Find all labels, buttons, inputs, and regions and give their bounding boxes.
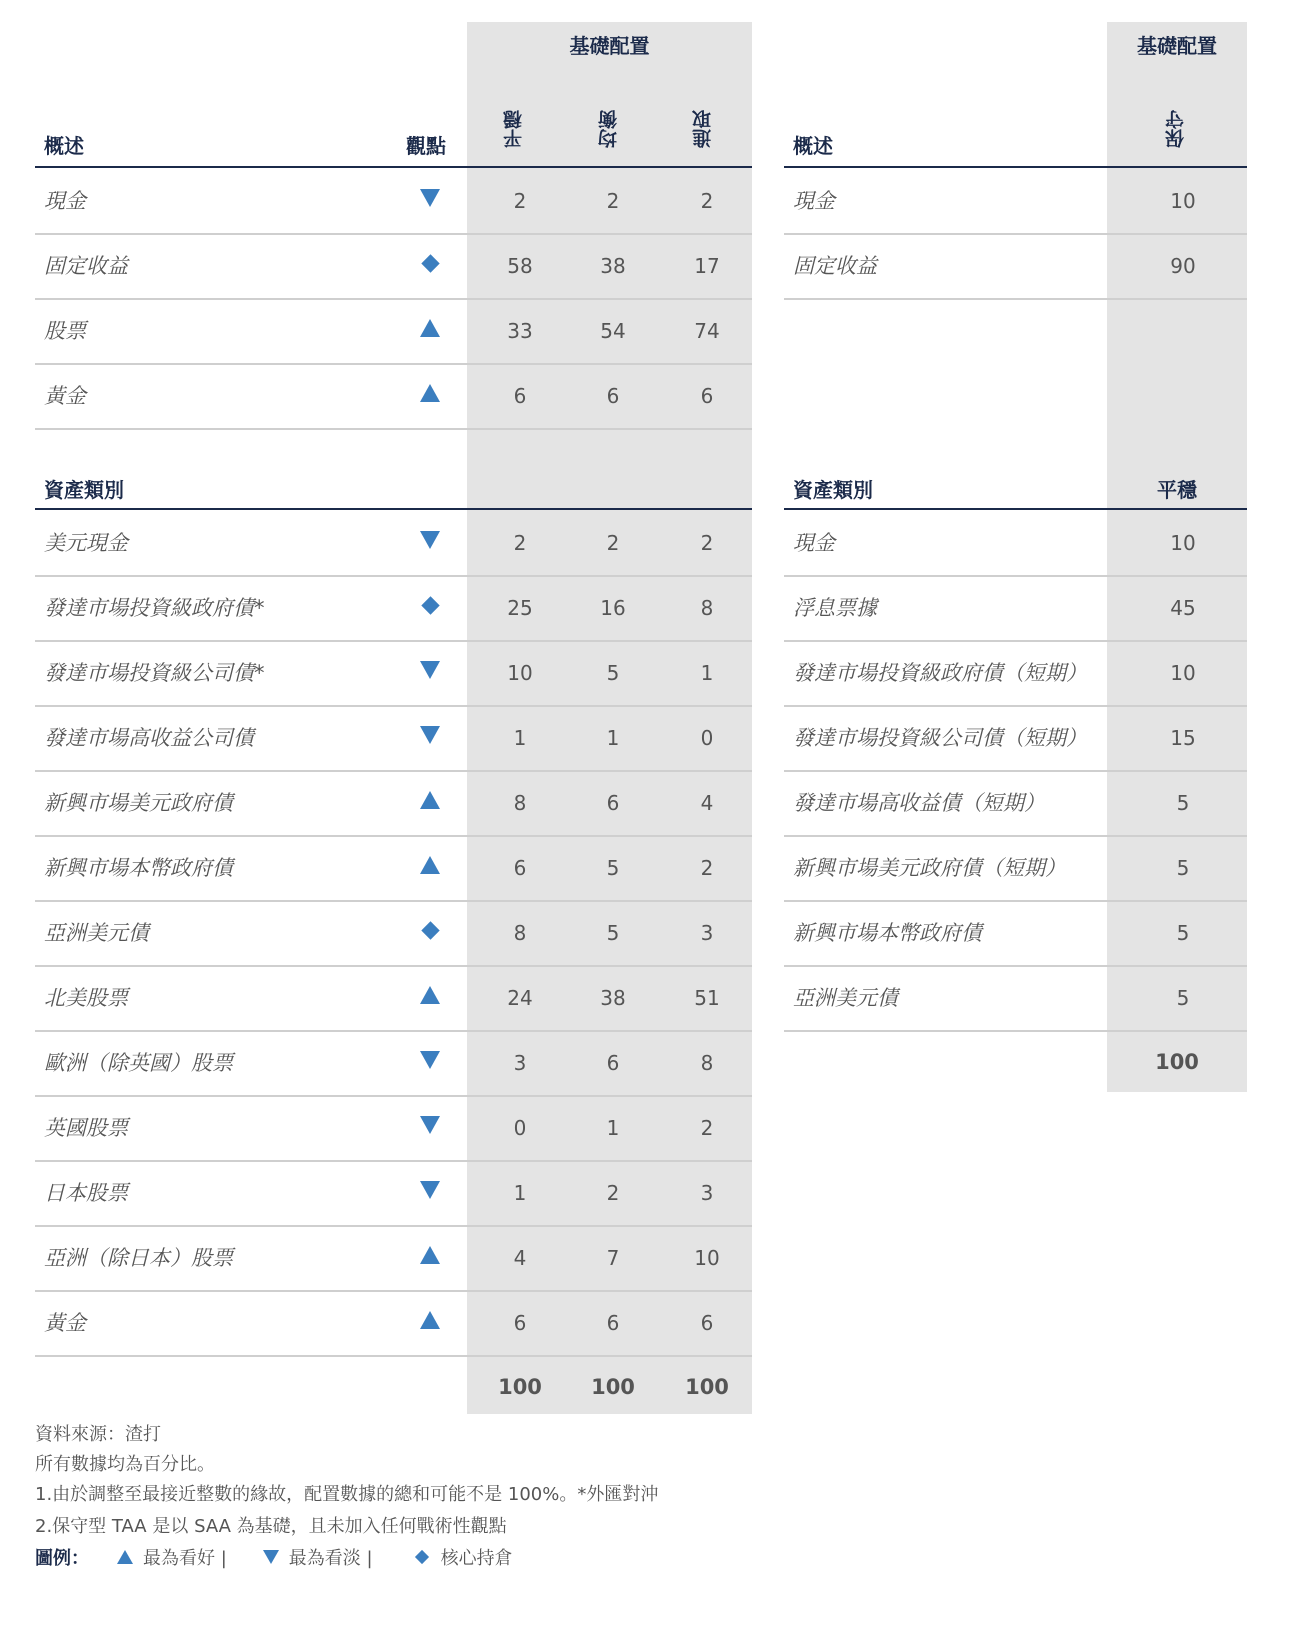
value-steady: 6 [513,384,527,408]
rounding-note: 1.由於調整至最接近整數的緣故，配置數據的總和可能不是 100%。*外匯對沖 [35,1484,659,1505]
bearish-icon [263,1550,279,1564]
table-row [35,298,752,363]
value-balanced: 1 [606,1116,620,1140]
core-holding-icon [418,593,442,617]
legend-bullish-label: 最為看好 | [143,1548,227,1569]
value-steady: 6 [513,856,527,880]
core-holding-icon [415,1550,429,1564]
value-balanced: 6 [606,1051,620,1075]
value-aggressive: 1 [700,661,714,685]
total-balanced: 100 [591,1375,635,1399]
legend-title: 圖例： [35,1548,89,1569]
value-aggressive: 3 [700,1181,714,1205]
bullish-icon [418,1243,442,1267]
bearish-icon [418,186,442,210]
value-balanced: 1 [606,726,620,750]
value-balanced: 5 [606,856,620,880]
table-row [35,1160,752,1225]
row-label: 發達市場投資級公司債* [44,661,265,685]
row-divider [35,428,752,430]
total-aggressive: 100 [685,1375,729,1399]
left-group-header: 基礎配置 [569,34,650,58]
table-row [784,233,1247,298]
table-row [35,363,752,428]
row-divider [35,1355,752,1357]
bullish-icon [418,853,442,877]
right-group-header: 基礎配置 [1137,34,1217,58]
table-row [35,1030,752,1095]
value-aggressive: 3 [700,921,714,945]
row-label: 浮息票據 [793,596,877,620]
taa-note: 2.保守型 TAA 是以 SAA 為基礎，且未加入任何戰術性觀點 [35,1516,507,1537]
value-steady: 58 [507,254,533,278]
value-steady: 45 [1170,596,1196,620]
bearish-icon [418,658,442,682]
value-steady: 10 [1170,531,1196,555]
table-row [35,835,752,900]
bullish-icon [418,381,442,405]
table-row [35,770,752,835]
bearish-icon [418,723,442,747]
left-asset-header: 資產類別 [44,478,124,502]
value-steady: 6 [513,1311,527,1335]
bearish-icon [418,1113,442,1137]
value-steady: 15 [1170,726,1196,750]
row-label: 亞洲（除日本）股票 [44,1246,233,1270]
value-aggressive: 2 [700,856,714,880]
row-divider [784,1030,1247,1032]
row-label: 新興市場本幣政府債 [44,856,233,880]
row-label: 發達市場投資級政府債* [44,596,265,620]
value-conservative: 90 [1170,254,1196,278]
legend-bearish-label: 最為看淡 | [288,1548,373,1569]
bullish-icon [418,983,442,1007]
value-aggressive: 6 [700,384,714,408]
value-steady: 10 [507,661,533,685]
value-steady: 5 [1176,921,1190,945]
row-label: 現金 [44,189,86,213]
total-right: 100 [1155,1050,1199,1074]
legend-core-label: 核心持倉 [440,1548,513,1569]
table-row [35,640,752,705]
value-aggressive: 4 [700,791,714,815]
left-overview-header: 概述 [44,134,84,158]
table-row [35,900,752,965]
row-label: 歐洲（除英國）股票 [44,1051,233,1075]
row-label: 亞洲美元債 [793,986,898,1010]
row-label: 發達市場高收益公司債 [44,726,254,750]
value-steady: 2 [513,189,527,213]
value-balanced: 38 [600,254,626,278]
value-balanced: 6 [606,791,620,815]
row-label: 英國股票 [44,1116,128,1140]
value-conservative: 10 [1170,189,1196,213]
value-steady: 3 [513,1051,527,1075]
source-note: 資料來源：渣打 [35,1424,161,1445]
col-header-balanced: 均衡 [598,110,620,148]
table-row [35,510,752,575]
value-balanced: 5 [606,661,620,685]
row-label: 現金 [793,189,835,213]
row-divider [784,298,1247,300]
table-row [784,168,1247,233]
table-row [35,1225,752,1290]
table-row [35,233,752,298]
value-steady: 5 [1176,986,1190,1010]
table-row [35,1290,752,1355]
bullish-icon [418,316,442,340]
row-label: 發達市場投資級政府債（短期） [793,661,1087,685]
left-view-header: 觀點 [406,134,446,158]
bearish-icon [418,528,442,552]
value-steady: 25 [507,596,533,620]
value-balanced: 54 [600,319,626,343]
table-row [35,1095,752,1160]
value-aggressive: 0 [700,726,714,750]
table-row [35,705,752,770]
value-steady: 24 [507,986,533,1010]
value-aggressive: 2 [700,189,714,213]
row-label: 黃金 [44,384,86,408]
value-steady: 8 [513,921,527,945]
percent-note: 所有數據均為百分比。 [35,1454,215,1475]
row-label: 現金 [793,531,835,555]
value-steady: 1 [513,726,527,750]
row-label: 北美股票 [44,986,128,1010]
bullish-icon [117,1550,133,1564]
row-label: 新興市場本幣政府債 [793,921,982,945]
row-label: 發達市場投資級公司債（短期） [793,726,1087,750]
value-aggressive: 6 [700,1311,714,1335]
core-holding-icon [418,251,442,275]
value-balanced: 6 [606,384,620,408]
bullish-icon [418,788,442,812]
value-aggressive: 17 [694,254,720,278]
value-steady: 0 [513,1116,527,1140]
row-label: 發達市場高收益債（短期） [793,791,1045,815]
value-steady: 33 [507,319,533,343]
row-label: 固定收益 [793,254,877,278]
value-balanced: 7 [606,1246,620,1270]
col-header-steady: 平穩 [503,110,525,148]
right-asset-header: 資產類別 [793,478,873,502]
value-aggressive: 2 [700,531,714,555]
col-header-conservative: 保守 [1165,110,1187,148]
value-steady: 5 [1176,791,1190,815]
row-label: 新興市場美元政府債（短期） [793,856,1066,880]
value-aggressive: 74 [694,319,720,343]
total-steady: 100 [498,1375,542,1399]
row-label: 亞洲美元債 [44,921,149,945]
row-label: 日本股票 [44,1181,128,1205]
right-asset-col-header: 平穩 [1157,478,1197,502]
bearish-icon [418,1048,442,1072]
value-balanced: 2 [606,1181,620,1205]
value-aggressive: 2 [700,1116,714,1140]
right-overview-header: 概述 [793,134,833,158]
value-steady: 2 [513,531,527,555]
value-balanced: 5 [606,921,620,945]
row-label: 美元現金 [44,531,128,555]
table-row [35,168,752,233]
value-aggressive: 10 [694,1246,720,1270]
value-steady: 4 [513,1246,527,1270]
value-balanced: 2 [606,189,620,213]
value-balanced: 2 [606,531,620,555]
value-aggressive: 8 [700,596,714,620]
bearish-icon [418,1178,442,1202]
row-label: 股票 [44,319,86,343]
col-header-aggressive: 進取 [692,110,714,148]
row-label: 固定收益 [44,254,128,278]
value-steady: 5 [1176,856,1190,880]
bullish-icon [418,1308,442,1332]
table-row [35,575,752,640]
row-label: 黃金 [44,1311,86,1335]
value-aggressive: 51 [694,986,720,1010]
value-balanced: 38 [600,986,626,1010]
value-steady: 8 [513,791,527,815]
table-row [35,965,752,1030]
value-steady: 1 [513,1181,527,1205]
row-label: 新興市場美元政府債 [44,791,233,815]
core-holding-icon [418,918,442,942]
value-balanced: 6 [606,1311,620,1335]
value-balanced: 16 [600,596,626,620]
value-aggressive: 8 [700,1051,714,1075]
legend [35,1544,513,1570]
value-steady: 10 [1170,661,1196,685]
